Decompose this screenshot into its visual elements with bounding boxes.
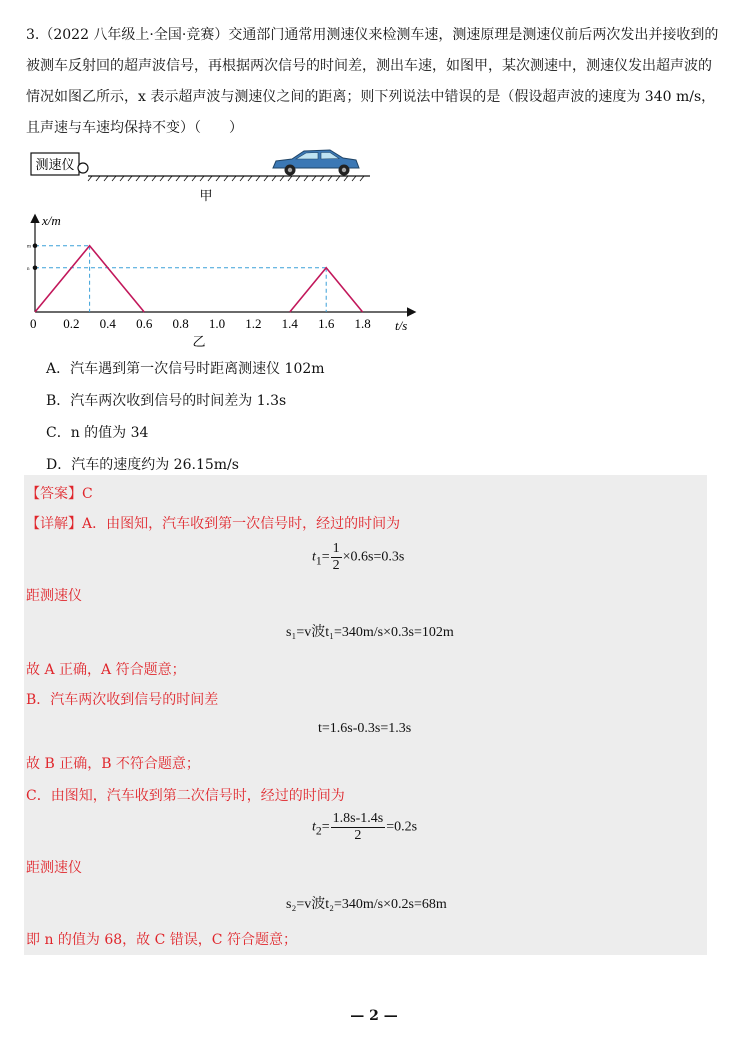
figure-jia bbox=[30, 146, 380, 206]
eq1-fraction bbox=[331, 541, 342, 574]
eq1-rest: ×0.6s=0.3s bbox=[342, 549, 405, 565]
answer-label: 【答案】C bbox=[26, 486, 93, 502]
conclusion-a: 故 A 正确，A 符合题意； bbox=[26, 662, 186, 678]
question-text bbox=[26, 20, 719, 144]
eq1-numerator: 1 bbox=[332, 541, 340, 556]
eq4-fraction bbox=[331, 811, 386, 844]
y-tick-label: m bbox=[27, 244, 31, 250]
question-line: 情况如图乙所示，x 表示超声波与测速仪之间的距离；则下列说法中错误的是（假设超声波的速度为 340 m/s， bbox=[26, 89, 716, 105]
answer-panel bbox=[24, 475, 707, 955]
x-tick-label: 0.2 bbox=[63, 316, 80, 331]
origin-label: 0 bbox=[30, 316, 37, 331]
page-number: — 2 — bbox=[350, 1008, 398, 1024]
eq1-sub: 1 bbox=[315, 554, 322, 568]
detail-a: A．由图知，汽车收到第一次信号时，经过的时间为 bbox=[82, 516, 401, 532]
detail-a-line bbox=[26, 513, 400, 533]
ground-hatching bbox=[88, 176, 364, 181]
eq4-lhs: t bbox=[312, 819, 316, 835]
x-tick-label: 0.4 bbox=[99, 316, 116, 331]
option-c: C．n 的值为 34 bbox=[46, 425, 149, 441]
question-line: 3.（2022 八年级上·全国·竞赛）交通部门通常用测速仪来检测车速，测速原理是测速仪前后两次发出并接收到的 bbox=[26, 27, 719, 43]
distance-label-2: 距测速仪 bbox=[26, 860, 82, 876]
option-d: D．汽车的速度约为 26.15m/s bbox=[46, 457, 239, 473]
eq1-lhs: t bbox=[312, 549, 316, 565]
equation-t: t=1.6s-0.3s=1.3s bbox=[318, 721, 412, 736]
figure-yi-chart bbox=[24, 208, 424, 348]
eq4-sub: 2 bbox=[315, 824, 322, 838]
equation-s2: s₂=v波t₂=340m/s×0.2s=68m bbox=[286, 897, 447, 912]
figure-yi-caption: 乙 bbox=[192, 335, 206, 348]
distance-label-1: 距测速仪 bbox=[26, 588, 82, 604]
eq1-denominator: 2 bbox=[332, 558, 340, 573]
detail-c: C．由图知，汽车收到第二次信号时，经过的时间为 bbox=[26, 788, 345, 804]
equation-t2: $t_2=$ $\frac{1.8s-1.4s}{2}$ =0.2s bbox=[312, 811, 418, 843]
detail-head: 【详解】 bbox=[26, 516, 82, 532]
x-tick-label: 1.8 bbox=[354, 316, 371, 331]
x-tick-label: 1.2 bbox=[245, 316, 262, 331]
x-tick-label: 1.0 bbox=[208, 316, 226, 331]
conclusion-b: 故 B 正确，B 不符合题意； bbox=[26, 756, 200, 772]
x-tick-label: 0.6 bbox=[136, 316, 153, 331]
question-line: 且声速与车速均保持不变）（ ） bbox=[26, 120, 243, 136]
option-b: B．汽车两次收到信号的时间差为 1.3s bbox=[46, 393, 287, 409]
eq4-rest: =0.2s bbox=[386, 819, 418, 835]
y-tick-label: n bbox=[27, 266, 30, 272]
device-label: 测速仪 bbox=[35, 158, 75, 173]
equation-s1: s₁=v波t₁=340m/s×0.3s=102m bbox=[286, 625, 454, 640]
detail-b: B．汽车两次收到信号的时间差 bbox=[26, 692, 219, 708]
x-tick-label: 1.4 bbox=[281, 316, 298, 331]
car-icon bbox=[273, 150, 359, 176]
peak-marker bbox=[33, 243, 38, 248]
x-tick-label: 0.8 bbox=[172, 316, 189, 331]
x-axis-label: t/s bbox=[395, 318, 408, 333]
question-line: 被测车反射回的超声波信号，再根据两次信号的时间差，测出车速，如图甲，某次测速中，测速仪发出超声波的 bbox=[26, 58, 712, 74]
eq4-denominator: 2 bbox=[354, 828, 362, 843]
x-tick-label: 1.6 bbox=[318, 316, 335, 331]
equation-t1: $t_1=$ $\frac{1}{2}$ ×0.6s=0.3s bbox=[312, 541, 405, 573]
y-axis-label: x/m bbox=[42, 213, 61, 228]
eq4-numerator: 1.8s-1.4s bbox=[332, 811, 384, 826]
peak-marker bbox=[33, 266, 38, 271]
option-a: A．汽车遇到第一次信号时距离测速仪 102m bbox=[46, 361, 325, 377]
figure-jia-caption: 甲 bbox=[199, 189, 213, 204]
conclusion-c: 即 n 的值为 68，故 C 错误，C 符合题意； bbox=[26, 932, 297, 948]
device-sensor-icon bbox=[78, 163, 88, 173]
